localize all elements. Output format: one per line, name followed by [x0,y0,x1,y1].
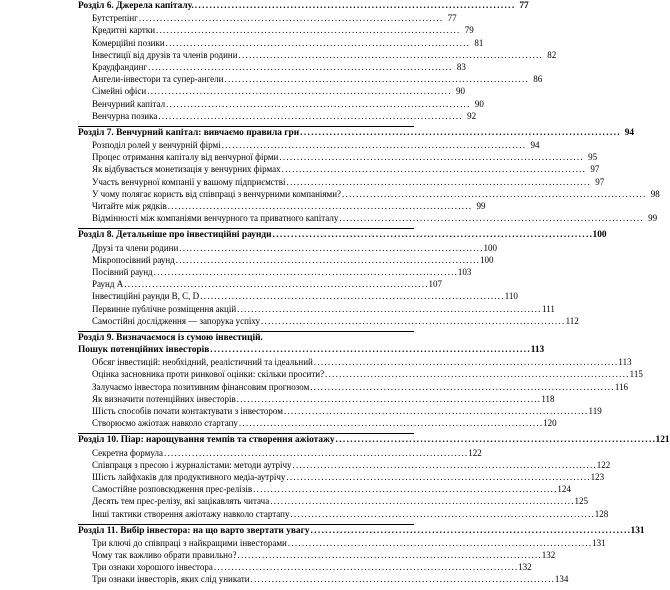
toc-entry[interactable] [78,459,611,471]
toc-section [78,126,660,225]
dot-leader [222,139,525,151]
dot-leader [224,73,527,85]
entry-title: Читайте між рядків [92,201,167,211]
toc-entry[interactable] [78,24,474,36]
page-number: 94 [624,127,635,138]
page-number: 116 [614,381,629,392]
dot-leader [195,0,514,12]
chapter-heading[interactable] [78,229,607,241]
dot-leader [286,471,589,483]
page-number: 112 [565,315,579,326]
entry-title: Раунд A [92,279,124,290]
toc-entry[interactable] [78,495,588,507]
page-number: 100 [483,242,498,253]
dot-leader [176,254,479,266]
entry-title: Самостійні дослідження — запорука успіху [92,315,261,326]
toc-entry[interactable] [78,483,571,495]
entry-title: Розділ 9. Визначаємося із сумою інвестицій. [78,332,263,343]
dot-leader [290,508,593,520]
toc-section [78,331,643,430]
dot-leader [156,24,459,36]
page-number: 110 [504,291,518,302]
page-number: 125 [574,496,588,507]
entry-title: Десять тем прес-релізу, які зацікавлять читача [92,496,270,507]
page-number: 95 [588,152,598,163]
toc-entry[interactable] [78,368,643,380]
toc-entry[interactable] [78,254,494,266]
toc-section [78,433,670,519]
entry-title: Інші тактики створення ажіотажу навколо стартапу [92,508,290,519]
page-number: 122 [596,459,611,470]
toc-entry[interactable] [78,188,660,200]
dot-leader [214,561,517,573]
toc-section [78,0,557,122]
page-number: 124 [557,484,571,495]
page-number: 111 [542,303,555,314]
toc-entry[interactable] [78,98,484,110]
page-number: 119 [588,406,602,416]
dot-leader [261,315,564,327]
dot-leader [273,229,592,241]
toc-section [78,228,607,327]
toc-entry[interactable] [78,405,602,417]
dot-leader [336,434,655,446]
page-number: 103 [457,266,472,277]
page-number: 94 [530,140,540,151]
entry-title: Відмінності між компаніями венчурного та приватного капіталу [92,213,339,224]
dot-leader [239,49,542,61]
page-number: 132 [541,550,556,561]
chapter-heading[interactable] [78,434,670,446]
toc-section [78,524,645,586]
toc-entry[interactable] [78,73,543,85]
toc-entry[interactable] [78,561,532,573]
chapter-heading[interactable] [78,525,645,537]
toc-entry[interactable] [78,12,457,24]
entry-title: Пошук потенційних інвесторів [78,345,210,356]
toc-entry[interactable] [78,139,540,151]
dot-leader [139,12,442,24]
dot-leader [239,417,542,429]
toc-entry[interactable] [78,37,484,49]
entry-title: Участь венчурної компанії у вашому підприємстві [92,176,286,187]
dot-leader [166,98,469,110]
entry-title: Шість способів почати контактувати з інвестором [92,406,283,416]
entry-title: Венчурна позика [92,110,158,121]
entry-title: Як відбувається монетизація у венчурних фірмах [92,164,281,175]
toc-entry[interactable] [78,176,605,188]
entry-title: Розділ 11. Вибір інвестора: на що варто звертати увагу [78,525,310,536]
page-number: 100 [480,254,494,265]
page-number: 79 [464,25,474,36]
entry-title: Чому так важливо обрати правильно? [92,550,237,561]
entry-title: Процес отримання капіталу від венчурної фірми [92,152,279,163]
dot-leader [147,85,450,97]
page-number: 77 [519,1,529,11]
dot-leader [210,344,529,356]
entry-title: Три ознаки хорошого інвестора [92,562,213,573]
dot-leader [310,381,613,393]
toc-entry[interactable] [78,110,477,122]
page-number: 132 [518,562,532,573]
entry-title: Сімейні офіси [92,86,147,97]
page-number: 115 [629,369,643,380]
page-number: 81 [474,37,484,48]
entry-title: Три ключі до співпраці з найкращими інвесторами [92,537,287,548]
dot-leader [282,163,585,175]
page-number: 90 [474,98,484,109]
dot-leader [293,459,596,471]
toc-entry[interactable] [78,85,465,97]
toc-entry[interactable] [78,537,606,549]
toc-entry[interactable] [78,278,442,290]
entry-title: Співпраця з пресою і журналістами: методи аутрічу [92,459,292,470]
entry-title: Оцінка засновника проти ринкової оцінки: скільки просити? [92,369,325,380]
entry-title: Венчурний капітал [92,98,166,109]
toc-entry[interactable] [78,447,482,459]
toc-entry[interactable] [78,508,609,520]
page-number: 113 [618,357,632,368]
toc-entry[interactable] [78,61,466,73]
dot-leader [284,405,587,417]
toc-entry[interactable] [78,290,518,302]
entry-title: Три ознаки інвесторів, яких слід уникати [92,574,250,585]
toc-entry[interactable] [78,303,555,315]
page-number: 83 [456,61,466,72]
page-number: 86 [533,74,543,85]
page-number: 134 [554,574,569,585]
page-number: 113 [530,345,545,356]
entry-title: Створюємо ажіотаж навколо стартапу [92,418,238,429]
entry-title: Розподіл ролей у венчурній фірмі [92,140,221,151]
entry-title: Друзі та члени родини [92,242,179,253]
page-number: 82 [547,49,557,60]
dot-leader [251,573,554,585]
toc-entry[interactable] [78,381,629,393]
toc-entry[interactable] [78,266,472,278]
page-number: 77 [447,13,457,24]
page-number: 128 [594,508,609,519]
dot-leader [253,483,556,495]
dot-leader [179,242,482,254]
entry-title: Розділ 8. Детальніше про інвестиційні раунди [78,230,272,241]
entry-title: Обсяг інвестицій: необхідний, реалістичний та ідеальний [92,357,313,368]
toc-entry[interactable] [78,549,556,561]
page-number: 131 [630,525,645,536]
page-number: 99 [648,213,658,224]
toc-entry[interactable] [78,417,557,429]
dot-leader [237,303,540,315]
entry-title: Кредитні картки [92,25,156,36]
dot-leader [238,549,541,561]
dot-leader [166,37,469,49]
entry-title: Мікропосівний раунд [92,254,175,265]
chapter-heading[interactable] [78,332,414,344]
entry-title: Первинне публічне розміщення акцій [92,303,237,314]
toc-entry[interactable] [78,315,579,327]
dot-leader [342,188,645,200]
page-number: 122 [468,447,482,458]
entry-title: Ангели-інвестори та супер-ангели [92,74,224,85]
chapter-heading[interactable] [78,344,545,356]
dot-leader [154,266,457,278]
dot-leader [164,447,467,459]
page-number: 107 [428,279,442,290]
entry-title: Шість лайфхаків для продуктивного медіа-аутрічу [92,471,286,482]
entry-title: Розділ 10. Піар: нарощування темпів та створення ажіотажу [78,435,335,446]
chapter-heading[interactable] [78,127,635,139]
entry-title: У чому полягає користь від співпраці з венчурними компаніями? [92,188,342,199]
page-number: 99 [476,201,486,211]
dot-leader [314,356,617,368]
page-number: 131 [592,537,606,548]
toc-entry[interactable] [78,393,555,405]
entry-title: Розділ 7. Венчурний капітал: вивчаємо правила гри [78,127,300,138]
dot-leader [237,393,540,405]
dot-leader [300,127,619,139]
dot-leader [148,61,451,73]
toc-entry[interactable] [78,212,658,224]
page-number: 90 [455,86,465,97]
toc-entry[interactable] [78,200,486,212]
page-number: 97 [590,164,600,175]
dot-leader [279,151,582,163]
entry-title: Секретна формула [92,447,163,458]
entry-title: Бутстрепінг [92,13,138,24]
dot-leader [288,537,591,549]
dot-leader [200,290,503,302]
entry-title: Як визначити потенційних інвесторів [92,393,236,404]
page-number: 100 [592,230,607,241]
entry-title: Комерційні позики [92,37,165,48]
table-of-contents [78,0,670,590]
dot-leader [158,110,461,122]
toc-entry[interactable] [78,471,605,483]
toc-entry[interactable] [78,573,569,585]
entry-title: Залучаємо інвестора позитивним фінансовим прогнозом [92,381,310,392]
toc-entry[interactable] [78,49,557,61]
page-number: 121 [655,435,670,446]
page-number: 97 [595,176,605,187]
entry-title: Посівний раунд [92,266,153,277]
dot-leader [339,212,642,224]
page-number: 92 [467,110,477,121]
entry-title: Самостійне розповсюдження прес-релізів [92,484,253,495]
entry-title: Інвестиційні раунди B, C, D [92,291,200,302]
entry-title: Краудфандинг [92,61,148,72]
entry-title: Інвестиції від друзів та членів родини [92,49,238,60]
dot-leader [124,278,427,290]
toc-entry[interactable] [78,242,498,254]
page-number: 118 [541,393,555,404]
toc-entry[interactable] [78,151,598,163]
dot-leader [168,200,471,212]
dot-leader [311,525,630,537]
dot-leader [325,368,628,380]
page-number: 123 [590,471,605,482]
toc-entry[interactable] [78,356,632,368]
chapter-heading[interactable] [78,0,529,12]
dot-leader [286,176,589,188]
page-number: 98 [650,188,660,199]
entry-title: Розділ 6. Джерела капіталу. [78,1,194,11]
page-number: 120 [543,418,557,429]
toc-entry[interactable] [78,163,600,175]
dot-leader [270,495,573,507]
